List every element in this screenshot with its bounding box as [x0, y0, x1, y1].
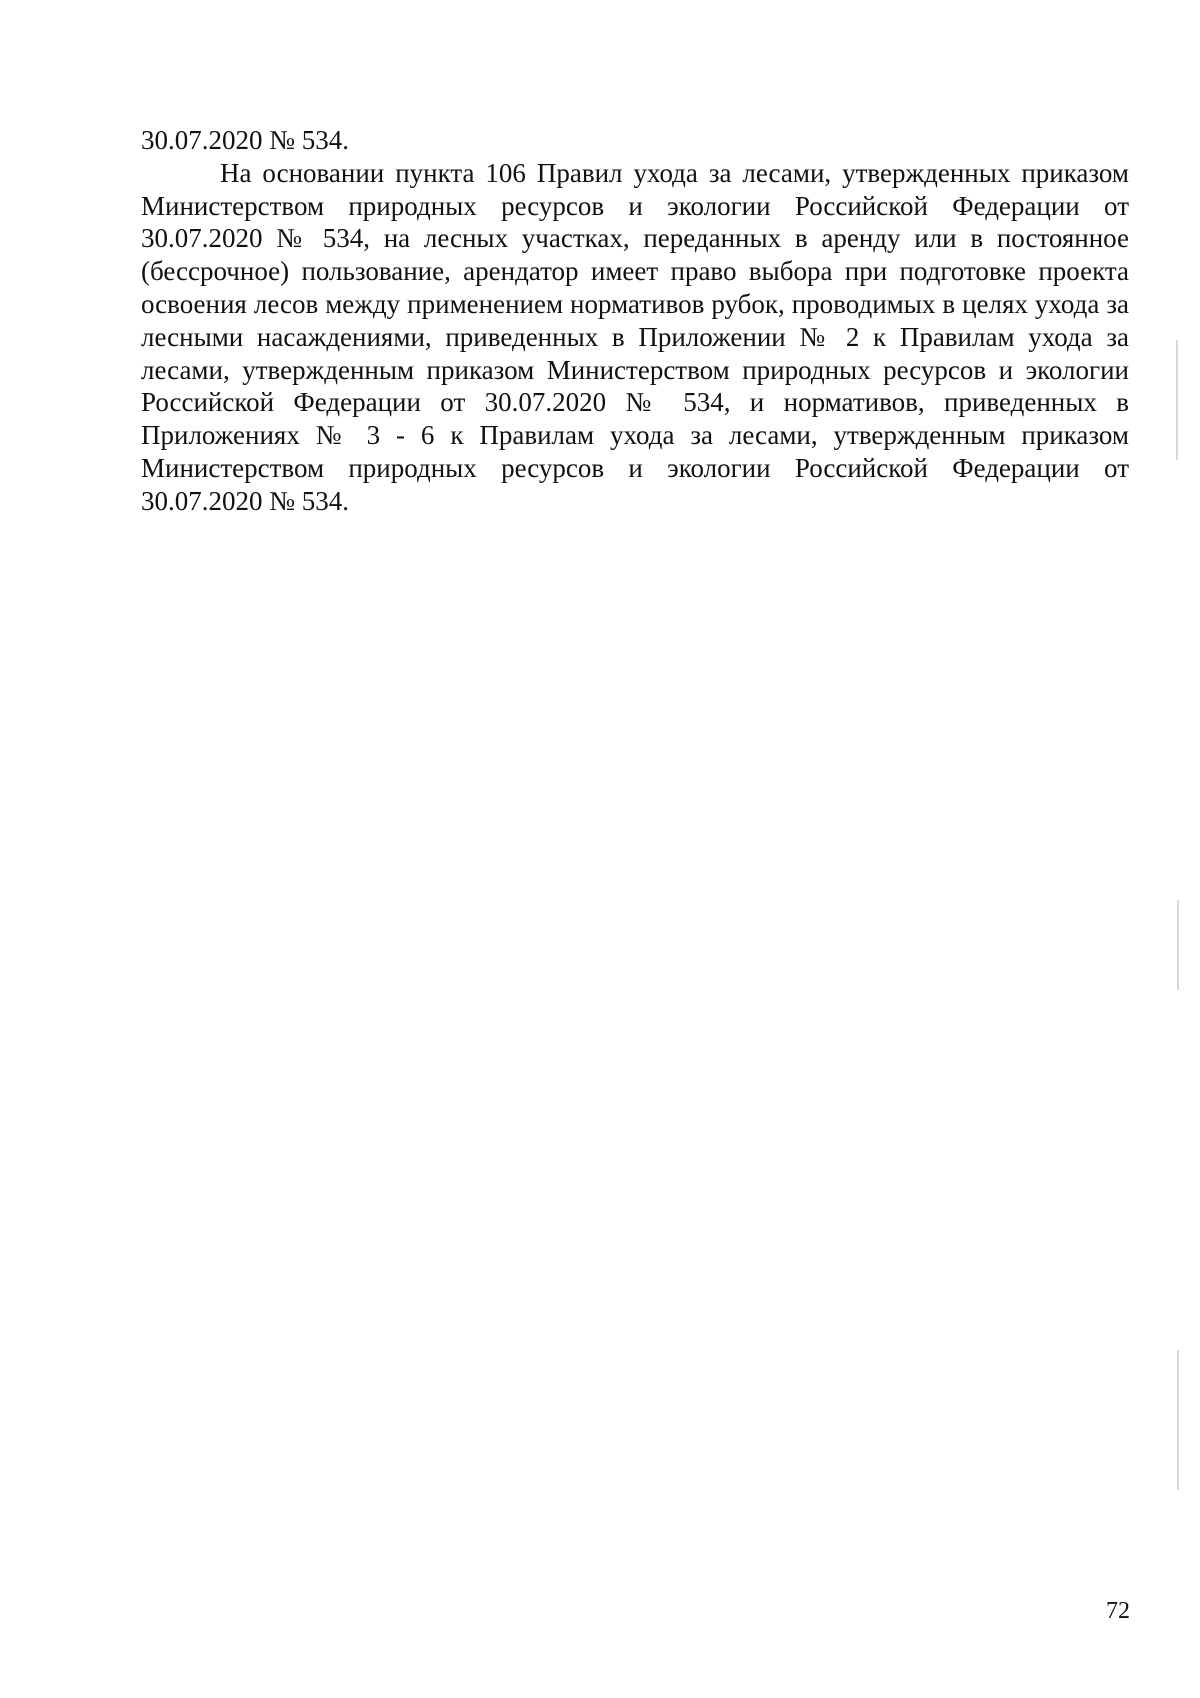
main-paragraph: На основании пункта 106 Правил ухода за лесами, утвержденных приказом Министерством природных ресурсов и экологии Российской Федерации от 30.07.2020 № 534, на лесных участках, переданных в аренду или в постоянное (бессрочное) пользование, арендатор имеет право выбора при подготовке проекта освоения лесов между применением нормативов рубок, проводимых в целях ухода за лесными насаждениями, приведенных в Приложении № 2 к Правилам ухода за лесами, утвержденным приказом Министерством природных ресурсов и экологии Российской Федерации от 30.07.2020 № 534, и нормативов, приведенных в Приложениях № 3 - 6 к Правилам ухода за лесами, утвержденным приказом Министерством природных ресурсов и экологии Российской Федерации от 30.07.2020 № 534.: [141, 157, 1129, 516]
document-body: [141, 124, 1129, 518]
continuation-line: 30.07.2020 № 534.: [141, 125, 350, 155]
scan-margin-mark: [1177, 1350, 1179, 1490]
page-number: 72: [1106, 1598, 1130, 1624]
scan-margin-mark: [1177, 900, 1179, 990]
scan-margin-mark: [1176, 340, 1178, 460]
